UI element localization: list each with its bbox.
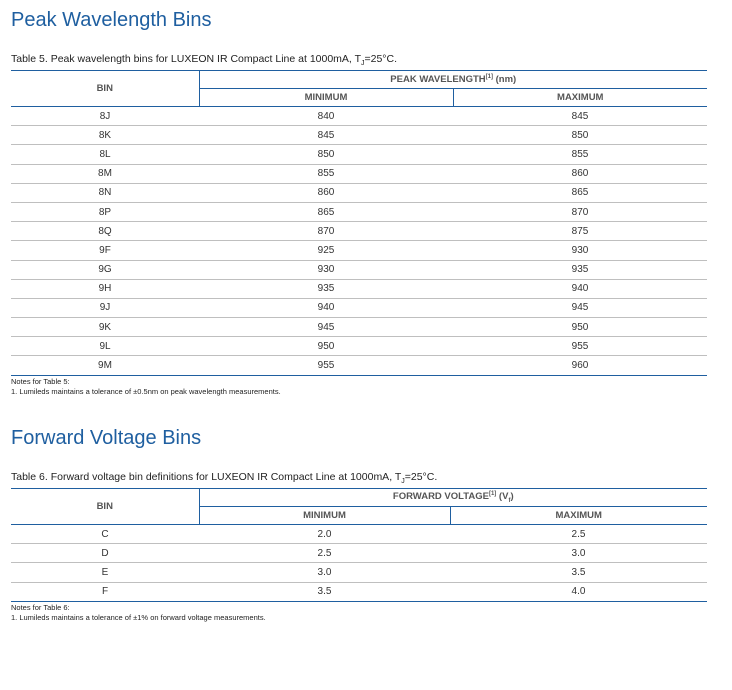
maximum-cell: 855 (453, 145, 707, 164)
maximum-cell: 875 (453, 222, 707, 241)
notes-title: Notes for Table 5: (11, 377, 70, 386)
minimum-cell: 2.5 (199, 544, 450, 563)
bin-cell: D (11, 544, 199, 563)
table-row (11, 544, 707, 563)
table-row (11, 563, 707, 582)
forward-voltage-table (11, 488, 707, 602)
maximum-cell: 3.5 (450, 563, 707, 582)
bin-cell: 8N (11, 183, 199, 202)
bin-cell: 9J (11, 298, 199, 317)
note-item: 1. Lumileds maintains a tolerance of ±0.5nm on peak wavelength measurements. (11, 387, 281, 396)
minimum-cell: 930 (199, 260, 453, 279)
notes-title: Notes for Table 6: (11, 603, 70, 612)
section-title-peak-wavelength: Peak Wavelength Bins (11, 9, 212, 31)
maximum-cell: 950 (453, 318, 707, 337)
table-row (11, 126, 707, 145)
table-row (11, 356, 707, 375)
bin-cell: 9K (11, 318, 199, 337)
maximum-cell: 850 (453, 126, 707, 145)
minimum-cell: 855 (199, 164, 453, 183)
minimum-column-header: MINIMUM (199, 89, 453, 107)
maximum-cell: 845 (453, 107, 707, 126)
bin-cell: C (11, 525, 199, 544)
minimum-cell: 865 (199, 202, 453, 221)
bin-cell: 9F (11, 241, 199, 260)
table-6-caption: Table 6. Forward voltage bin definitions for LUXEON IR Compact Line at 1000mA, $T_J=25^\circ C$. (11, 471, 438, 486)
table-5-caption: Table 5. Peak wavelength bins for LUXEON IR Compact Line at 1000mA, $T_J=25^\circ C$. (11, 53, 398, 68)
minimum-cell: 860 (199, 183, 453, 202)
bin-cell: 9H (11, 279, 199, 298)
table-row (11, 145, 707, 164)
table-row (11, 318, 707, 337)
maximum-column-header: MAXIMUM (450, 507, 707, 525)
maximum-cell: 860 (453, 164, 707, 183)
table-row (11, 279, 707, 298)
forward-voltage-group-header: FORWARD VOLTAGE[1] $(V_f)$ (199, 489, 707, 507)
table-row (11, 298, 707, 317)
maximum-cell: 3.0 (450, 544, 707, 563)
minimum-cell: 2.0 (199, 525, 450, 544)
minimum-cell: 940 (199, 298, 453, 317)
minimum-cell: 3.0 (199, 563, 450, 582)
bin-cell: 8P (11, 202, 199, 221)
bin-cell: E (11, 563, 199, 582)
peak-wavelength-group-header: PEAK WAVELENGTH[1] (nm) (199, 71, 707, 89)
maximum-cell: 930 (453, 241, 707, 260)
maximum-column-header: MAXIMUM (453, 89, 707, 107)
table-row (11, 582, 707, 601)
table-row (11, 222, 707, 241)
minimum-cell: 925 (199, 241, 453, 260)
minimum-cell: 3.5 (199, 582, 450, 601)
table-6-notes (11, 603, 266, 623)
section-title-forward-voltage: Forward Voltage Bins (11, 427, 202, 449)
maximum-cell: 865 (453, 183, 707, 202)
minimum-cell: 850 (199, 145, 453, 164)
minimum-cell: 870 (199, 222, 453, 241)
maximum-cell: 935 (453, 260, 707, 279)
bin-column-header: BIN (11, 489, 199, 525)
bin-cell: 9G (11, 260, 199, 279)
maximum-cell: 870 (453, 202, 707, 221)
table-row (11, 107, 707, 126)
bin-cell: 8K (11, 126, 199, 145)
bin-cell: 9M (11, 356, 199, 375)
bin-column-header: BIN (11, 71, 199, 107)
maximum-cell: 2.5 (450, 525, 707, 544)
maximum-cell: 960 (453, 356, 707, 375)
minimum-cell: 950 (199, 337, 453, 356)
table-row (11, 525, 707, 544)
table-row (11, 337, 707, 356)
maximum-cell: 945 (453, 298, 707, 317)
table-row (11, 183, 707, 202)
note-item: 1. Lumileds maintains a tolerance of ±1% on forward voltage measurements. (11, 613, 266, 622)
maximum-cell: 4.0 (450, 582, 707, 601)
minimum-cell: 935 (199, 279, 453, 298)
table-row (11, 164, 707, 183)
table-5-notes (11, 377, 281, 397)
minimum-cell: 945 (199, 318, 453, 337)
bin-cell: 8M (11, 164, 199, 183)
minimum-cell: 840 (199, 107, 453, 126)
bin-cell: 8Q (11, 222, 199, 241)
minimum-column-header: MINIMUM (199, 507, 450, 525)
bin-cell: 8L (11, 145, 199, 164)
table-row (11, 260, 707, 279)
bin-cell: 8J (11, 107, 199, 126)
maximum-cell: 955 (453, 337, 707, 356)
table-row (11, 241, 707, 260)
bin-cell: F (11, 582, 199, 601)
maximum-cell: 940 (453, 279, 707, 298)
minimum-cell: 955 (199, 356, 453, 375)
table-row (11, 202, 707, 221)
bin-cell: 9L (11, 337, 199, 356)
peak-wavelength-table (11, 70, 707, 376)
minimum-cell: 845 (199, 126, 453, 145)
